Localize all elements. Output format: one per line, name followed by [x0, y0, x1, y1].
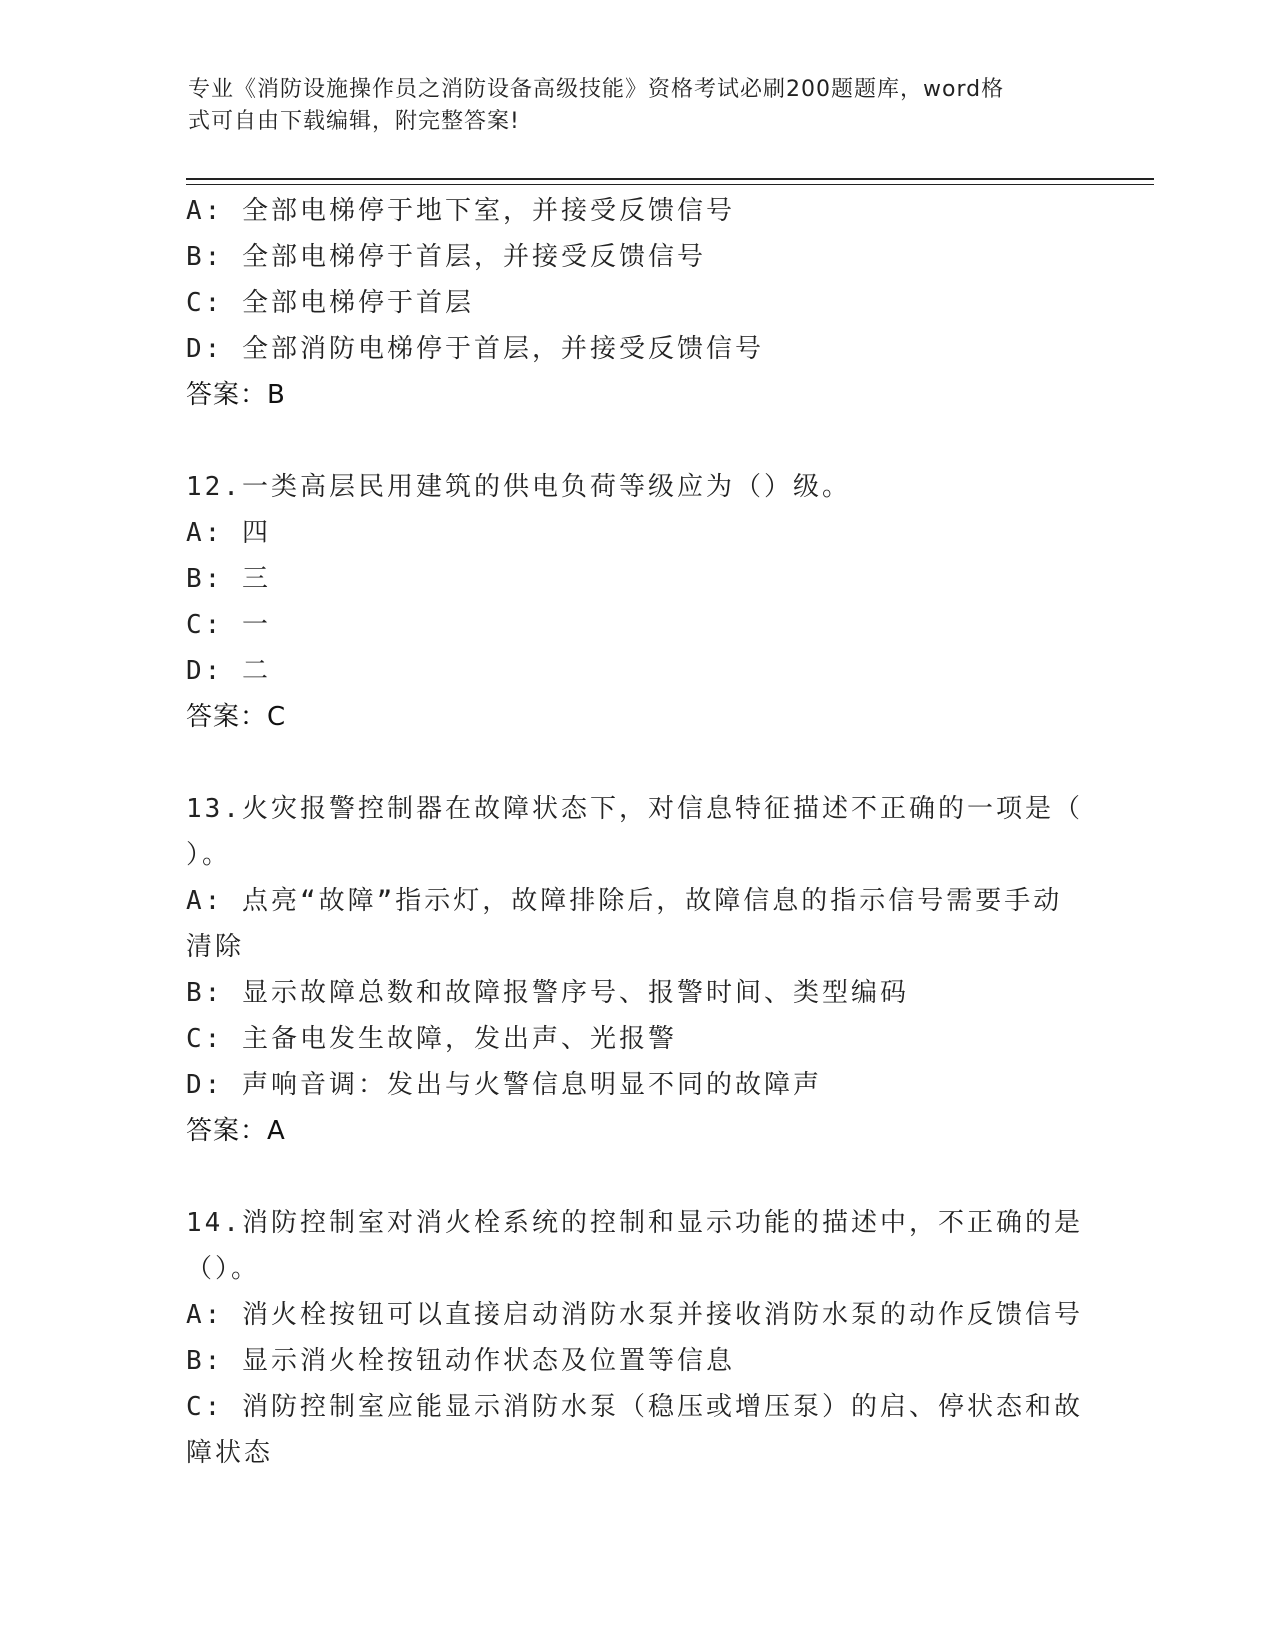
- question-text-line-2: ）。: [186, 840, 232, 870]
- option-a-line-1: A: 点亮“故障”指示灯，故障排除后，故障信息的指示信号需要手动: [186, 886, 1063, 916]
- document-header: [188, 74, 1068, 138]
- question-text: 12.一类高层民用建筑的供电负荷等级应为（）级。: [186, 472, 851, 502]
- question-13: [186, 786, 1086, 1154]
- answer-label: 答案：A: [186, 1116, 286, 1146]
- option-a: A: 消火栓按钮可以直接启动消防水泵并接收消防水泵的动作反馈信号: [186, 1300, 1083, 1330]
- question-12: [186, 464, 1086, 740]
- option-b: B: 全部电梯停于首层，并接受反馈信号: [186, 242, 706, 272]
- question-text-line-1: 14.消防控制室对消火栓系统的控制和显示功能的描述中，不正确的是: [186, 1208, 1083, 1238]
- option-c: C: 一: [186, 610, 271, 640]
- option-a-line-2: 清除: [186, 932, 245, 962]
- option-d: D: 声响音调：发出与火警信息明显不同的故障声: [186, 1070, 822, 1100]
- option-a: A: 全部电梯停于地下室，并接受反馈信号: [186, 196, 735, 226]
- question-list: [186, 188, 1086, 1476]
- spacer: [186, 418, 1086, 464]
- option-d: D: 二: [186, 656, 271, 686]
- header-line-2: 式可自由下载编辑，附完整答案!: [188, 109, 520, 134]
- option-c: C: 全部电梯停于首层: [186, 288, 474, 318]
- option-d: D: 全部消防电梯停于首层，并接受反馈信号: [186, 334, 764, 364]
- question-text-line-1: 13.火灾报警控制器在故障状态下，对信息特征描述不正确的一项是（: [186, 794, 1083, 824]
- spacer: [186, 740, 1086, 786]
- option-c-line-1: C: 消防控制室应能显示消防水泵（稳压或增压泵）的启、停状态和故: [186, 1392, 1083, 1422]
- question-text-line-2: （）。: [186, 1254, 261, 1284]
- header-divider-thin: [186, 184, 1154, 185]
- option-c: C: 主备电发生故障，发出声、光报警: [186, 1024, 677, 1054]
- option-c-line-2: 障状态: [186, 1438, 274, 1468]
- option-b: B: 三: [186, 564, 271, 594]
- option-b: B: 显示故障总数和故障报警序号、报警时间、类型编码: [186, 978, 909, 1008]
- answer-label: 答案：B: [186, 380, 286, 410]
- question-14: [186, 1200, 1086, 1476]
- header-line-1: 专业《消防设施操作员之消防设备高级技能》资格考试必刷200题题库，word格: [188, 77, 1005, 102]
- question-11: [186, 188, 1086, 418]
- option-a: A: 四: [186, 518, 271, 548]
- spacer: [186, 1154, 1086, 1200]
- header-divider-thick: [186, 178, 1154, 180]
- option-b: B: 显示消火栓按钮动作状态及位置等信息: [186, 1346, 735, 1376]
- answer-label: 答案：C: [186, 702, 287, 732]
